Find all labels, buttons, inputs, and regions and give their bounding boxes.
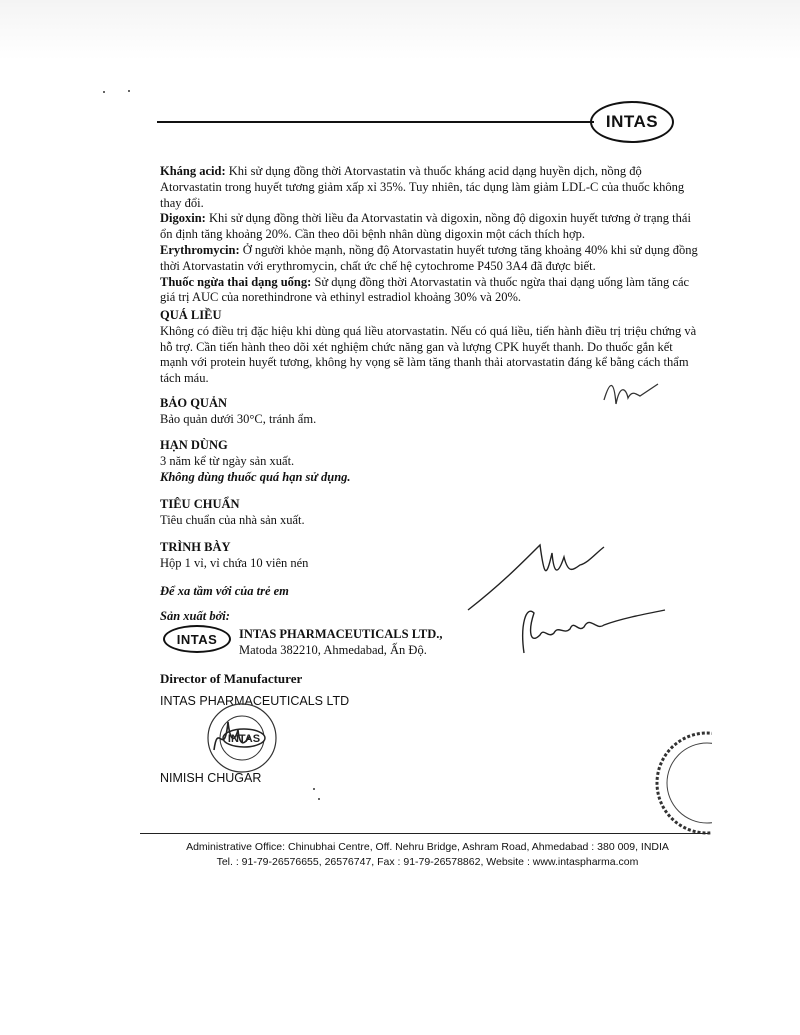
overdose-heading: QUÁ LIỀU — [160, 308, 222, 322]
manufacturer-name: INTAS PHARMACEUTICALS LTD., — [239, 627, 443, 641]
standard-section — [160, 497, 700, 529]
presentation-text: Hộp 1 vỉ, vỉ chứa 10 viên nén — [160, 555, 309, 570]
standard-heading: TIÊU CHUẨN — [160, 497, 240, 511]
expiry-warning: Không dùng thuốc quá hạn sử dụng. — [160, 469, 351, 484]
director-heading: Director of Manufacturer — [160, 671, 303, 686]
official-stamp — [652, 728, 712, 838]
overdose-text: Không có điều trị đặc hiệu khi dùng quá liều atorvastatin. Nếu có quá liều, tiến hành điều trị triệu chứng và hỗ trợ. Cần tiến hành theo dõi xét nghiệm chức năng gan và lượng CPK huyết thanh. Do thuốc gắn kết mạnh với protein huyết tương, không hy vọng sẽ làm tăng thanh thải atorvastatin đáng kể bằng cách thẩm tách máu. — [160, 323, 697, 386]
standard-text: Tiêu chuẩn của nhà sản xuất. — [160, 512, 305, 527]
stamp-outer-ring — [657, 733, 712, 833]
manufacturer-address: Matoda 382210, Ahmedabad, Ấn Độ. — [239, 643, 427, 657]
scan-speck — [128, 90, 130, 92]
manufacturer-label: Sản xuất bởi: — [160, 609, 230, 623]
logo-text: INTAS — [605, 112, 659, 131]
manufacturer-logo — [163, 625, 231, 653]
interaction-contraceptive — [160, 275, 700, 307]
footer-rule — [140, 833, 708, 834]
director-name: NIMISH CHUGAR — [160, 771, 262, 785]
expiry-section — [160, 438, 700, 485]
interaction-antacid — [160, 164, 700, 211]
interaction-text: Sử dụng đồng thời Atorvastatin và thuốc ngừa thai dạng uống làm tăng các giá trị AUC của norethindrone và ethinyl estradiol khoảng 30% và 20%. — [160, 274, 690, 305]
logo-text: INTAS — [176, 631, 218, 647]
storage-heading: BẢO QUẢN — [160, 396, 228, 410]
interaction-text: Khi sử dụng đồng thời liều đa Atorvastatin và digoxin, nồng độ digoxin huyết tương ở trạng thái ổn định tăng khoảng 20%. Cần theo dõi bệnh nhân dùng digoxin một cách thích hợp. — [160, 211, 691, 242]
stamp-inner-ring — [667, 743, 712, 823]
header-rule — [157, 121, 594, 123]
initial-signature — [600, 370, 660, 410]
interaction-label: Kháng acid: — [160, 164, 226, 178]
director-block — [160, 671, 700, 687]
signature-stroke — [468, 545, 604, 610]
director-company: INTAS PHARMACEUTICALS LTD — [160, 694, 350, 708]
interactions-block — [160, 164, 700, 306]
interaction-label: Digoxin: — [160, 211, 206, 226]
presentation-heading: TRÌNH BÀY — [160, 540, 231, 554]
signature-stroke — [523, 610, 665, 653]
interaction-text: Khi sử dụng đồng thời Atorvastatin và thuốc kháng acid dạng huyền dịch, nồng độ Atorvastatin trong huyết tương giảm xấp xỉ 35%. Tuy nhiên, tác dụng làm giảm LDL-C của thuốc không thay đổi. — [160, 164, 685, 210]
intas-logo — [590, 101, 674, 143]
seal-logo-text: INTAS — [227, 733, 261, 745]
storage-text: Bảo quản dưới 30°C, tránh ẩm. — [160, 411, 317, 426]
expiry-text: 3 năm kể từ ngày sản xuất. — [160, 453, 295, 468]
company-seal — [180, 700, 320, 780]
scan-speck — [313, 788, 315, 790]
scan-shadow — [0, 0, 800, 60]
handwritten-signatures — [460, 535, 670, 665]
interaction-erythromycin — [160, 243, 700, 275]
interaction-digoxin — [160, 211, 700, 243]
children-warning: Để xa tầm với của trẻ em — [160, 584, 289, 598]
scan-speck — [103, 91, 105, 93]
footer-address: Administrative Office: Chinubhai Centre, Off. Nehru Bridge, Ashram Road, Ahmedabad : 380 009, INDIA — [186, 841, 669, 853]
interaction-label: Erythromycin: — [160, 242, 240, 257]
expiry-heading: HẠN DÙNG — [160, 438, 228, 452]
footer-contact: Tel. : 91-79-26576655, 26576747, Fax : 91-79-26578862, Website : www.intaspharma.com — [216, 856, 639, 868]
interaction-text: Ở người khỏe mạnh, nồng độ Atorvastatin huyết tương tăng khoảng 40% khi sử dụng đồng thời Atorvastatin với erythromycin, chất ức chế hệ cytochrome P450 3A4 đã được biết. — [160, 242, 698, 273]
interaction-label: Thuốc ngừa thai dạng uống: — [160, 274, 312, 289]
scan-speck — [318, 798, 320, 800]
